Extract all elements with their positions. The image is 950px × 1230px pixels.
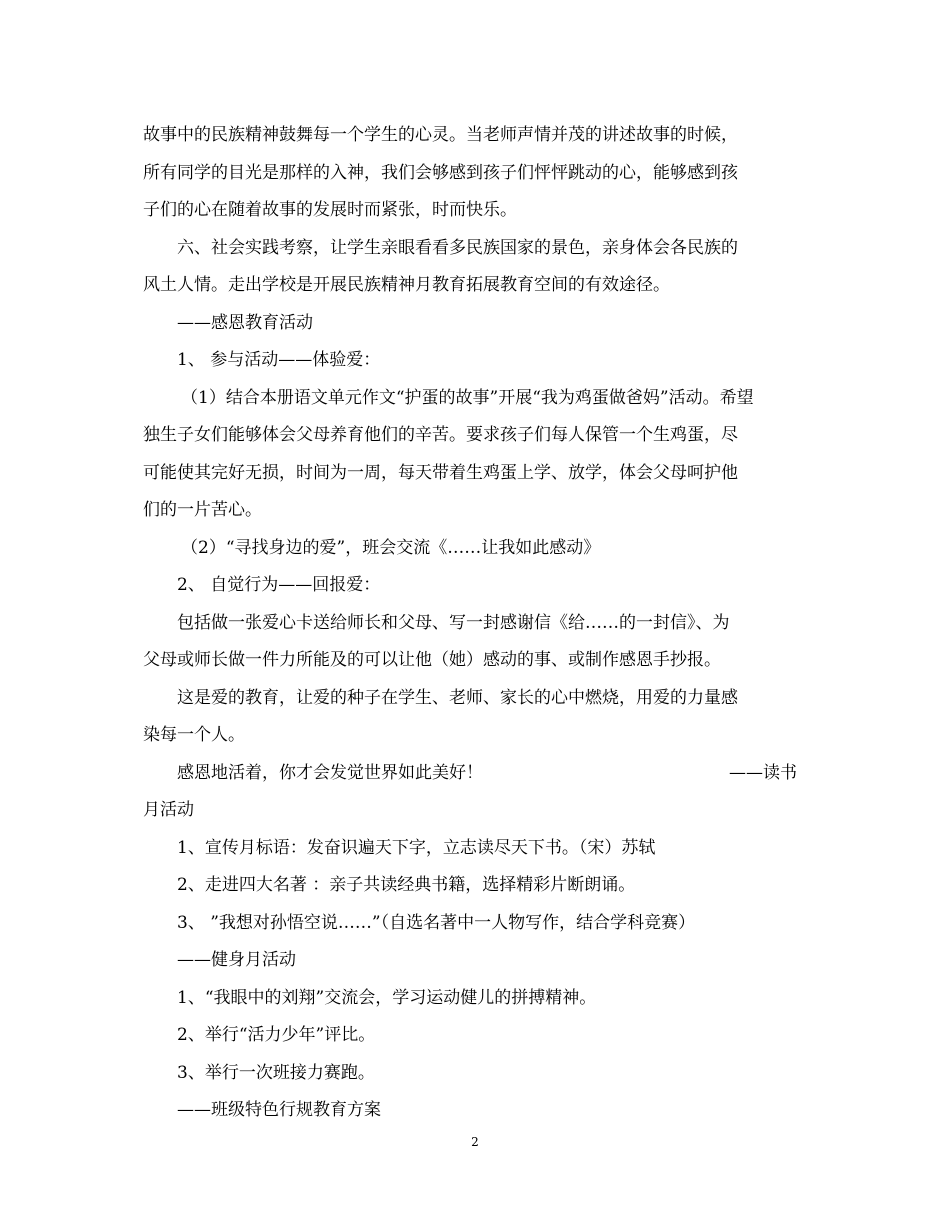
text-line — [143, 755, 803, 793]
text-line — [143, 267, 803, 305]
line-text: 包括做一张爱心卡送给师长和父母、写一封感谢信《给……的一封信》、为 — [177, 612, 730, 633]
line-text: 独生子女们能够体会父母养育他们的辛苦。要求孩子们每人保管一个生鸡蛋，尽 — [143, 425, 738, 445]
text-line — [143, 417, 803, 455]
text-line — [143, 867, 803, 905]
text-line — [143, 342, 803, 380]
text-line — [143, 305, 803, 343]
text-line — [143, 642, 803, 680]
line-text: 1、 参与活动——体验爱： — [177, 350, 381, 370]
line-text: 1、“我眼中的刘翔”交流会，学习运动健儿的拼搏精神。 — [177, 987, 597, 1008]
line-right-text: ——读书 — [729, 762, 797, 783]
line-text: 染每一个人。 — [143, 725, 245, 745]
text-line — [143, 192, 803, 230]
text-line — [143, 1092, 803, 1130]
text-line — [143, 680, 803, 718]
document-body — [143, 117, 803, 1130]
text-line — [143, 792, 803, 830]
line-text: 这是爱的教育，让爱的种子在学生、老师、家长的心中燃烧，用爱的力量感 — [177, 687, 738, 708]
line-text: 3、举行一次班接力赛跑。 — [177, 1062, 375, 1083]
text-line — [143, 905, 803, 943]
line-text: 六、社会实践考察，让学生亲眼看看多民族国家的景色，亲身体会各民族的 — [177, 237, 738, 258]
text-line — [143, 1055, 803, 1093]
line-text: 感恩地活着，你才会发觉世界如此美好！ — [177, 762, 483, 783]
line-text: 2、举行“活力少年”评比。 — [177, 1025, 376, 1045]
text-line — [143, 567, 803, 605]
text-line — [143, 530, 803, 568]
line-text: 月活动 — [143, 800, 194, 820]
line-text: 2、走进四大名著 ：亲子共读经典书籍，选择精彩片断朗诵。 — [177, 875, 636, 895]
text-line — [143, 380, 803, 418]
text-line — [143, 605, 803, 643]
text-line — [143, 455, 803, 493]
text-line — [143, 230, 803, 268]
line-text: 可能使其完好无损，时间为一周，每天带着生鸡蛋上学、放学，体会父母呵护他 — [143, 462, 738, 483]
line-text: ——感恩教育活动 — [177, 312, 313, 333]
text-line — [143, 942, 803, 980]
text-line — [143, 155, 803, 193]
line-text: ——班级特色行规教育方案 — [177, 1100, 381, 1120]
text-line — [143, 492, 803, 530]
text-line — [143, 830, 803, 868]
text-line — [143, 1017, 803, 1055]
line-text: 所有同学的目光是那样的入神，我们会够感到孩子们怦怦跳动的心，能够感到孩 — [143, 162, 738, 183]
text-line — [143, 117, 803, 155]
text-line — [143, 717, 803, 755]
line-text: ——健身月活动 — [177, 950, 296, 970]
line-text: （2）“寻找身边的爱”，班会交流《……让我如此感动》 — [181, 537, 601, 558]
text-line — [143, 980, 803, 1018]
line-text: 子们的心在随着故事的发展时而紧张，时而快乐。 — [143, 200, 517, 220]
line-text: 父母或师长做一件力所能及的可以让他（她）感动的事、或制作感恩手抄报。 — [143, 650, 721, 670]
line-text: 风土人情。走出学校是开展民族精神月教育拓展教育空间的有效途径。 — [143, 275, 670, 295]
line-text: 故事中的民族精神鼓舞每一个学生的心灵。当老师声情并茂的讲述故事的时候， — [143, 125, 738, 145]
line-text: 2、 自觉行为——回报爱： — [177, 575, 381, 595]
page-number: 2 — [471, 1135, 479, 1149]
line-text: 们的一片苦心。 — [143, 500, 262, 520]
line-text: 1、宣传月标语：发奋识遍天下字，立志读尽天下书。（宋）苏轼 — [177, 837, 656, 858]
line-text: （1）结合本册语文单元作文“护蛋的故事”开展“我为鸡蛋做爸妈”活动。希望 — [181, 387, 754, 408]
line-text: 3、 ”我想对孙悟空说……”（自选名著中一人物写作，结合学科竞赛） — [177, 912, 696, 933]
